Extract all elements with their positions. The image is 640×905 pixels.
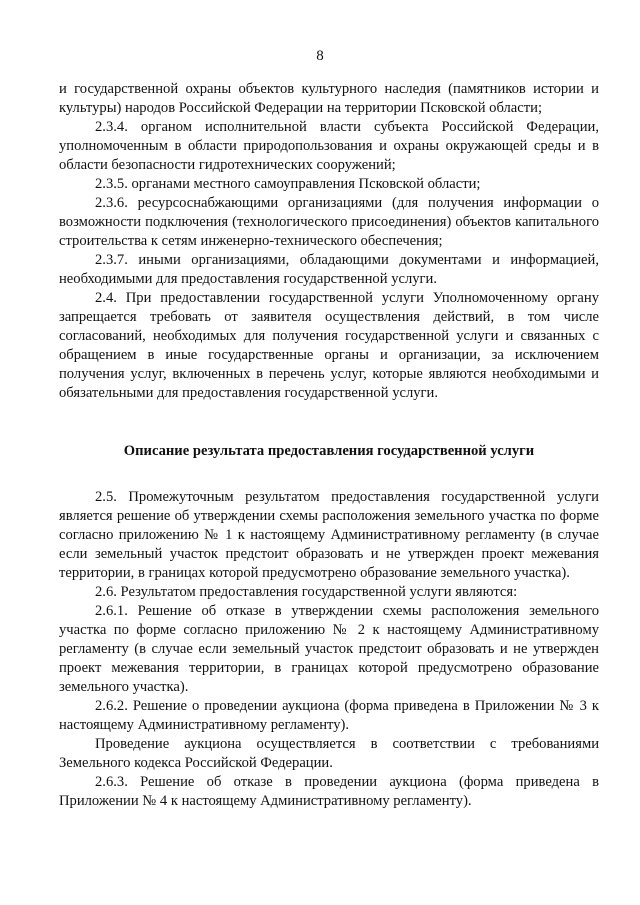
paragraph: 2.6. Результатом предоставления государственной услуги являются:	[95, 584, 518, 600]
paragraph: 2.6.2. Решение о проведении аукциона (форма приведена в Приложении № 3 к настоящему Административному регламенту).	[59, 698, 599, 733]
paragraph: 2.3.4. органом исполнительной власти субъекта Российской Федерации, уполномоченным в области природопользования и охраны окружающей среды и в области безопасности гидротехнических сооружений;	[59, 119, 599, 173]
paragraph: 2.6.3. Решение об отказе в проведении аукциона (форма приведена в Приложении № 4 к настоящему Административному регламенту).	[59, 774, 599, 809]
top-text-block	[59, 80, 599, 403]
paragraph: 2.4. При предоставлении государственной услуги Уполномоченному органу запрещается требовать от заявителя осуществления действий, в том числе согласований, необходимых для получения государственной услуги и связанных с обращением в иные государственные органы и организации, за исключением получения услуг, включенных в перечень услуг, которые являются необходимыми и обязательными для предоставления государственной услуги.	[59, 290, 599, 401]
bottom-text-block	[59, 488, 599, 811]
paragraph: 2.6.1. Решение об отказе в утверждении схемы расположения земельного участка по форме согласно приложению № 2 к настоящему Административному регламенту (в случае если земельный участок предстоит образовать и не утвержден проект межевания территории, в границах которой предусмотрено образование земельного участка).	[59, 603, 599, 695]
page-number: 8	[316, 48, 324, 64]
paragraph: Проведение аукциона осуществляется в соответствии с требованиями Земельного кодекса Российской Федерации.	[59, 736, 599, 771]
paragraph: 2.5. Промежуточным результатом предоставления государственной услуги является решение об утверждении схемы расположения земельного участка по форме согласно приложению № 1 к настоящему Административному регламенту (в случае если земельный участок предстоит образовать и не утвержден проект межевания территории, в границах которой предусмотрено образование земельного участка).	[59, 489, 599, 581]
paragraph: и государственной охраны объектов культурного наследия (памятников истории и культуры) народов Российской Федерации на территории Псковской области;	[59, 81, 599, 116]
paragraph: 2.3.5. органами местного самоуправления Псковской области;	[95, 176, 481, 192]
paragraph: 2.3.7. иными организациями, обладающими документами и информацией, необходимыми для предоставления государственной услуги.	[59, 252, 599, 287]
section-heading: Описание результата предоставления государственной услуги	[123, 443, 535, 459]
paragraph: 2.3.6. ресурсоснабжающими организациями (для получения информации о возможности подключения (технологического присоединения) объектов капитального строительства к сетям инженерно-технического обеспечения;	[59, 195, 599, 249]
